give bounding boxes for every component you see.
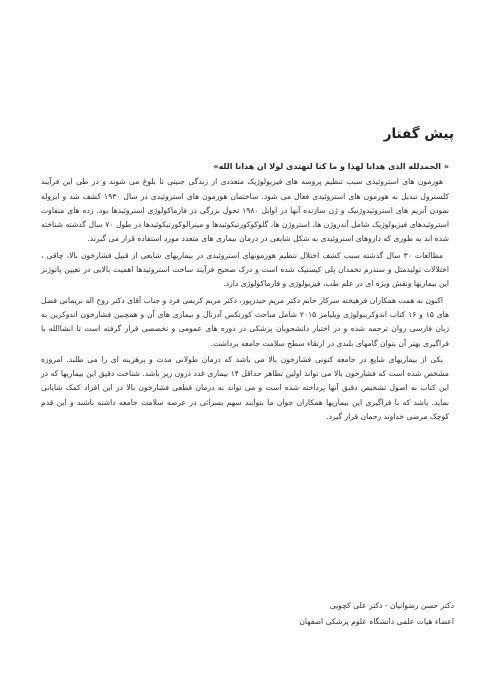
invocation-line: « الحمدلله الذی هدانا لهذا و ما کنا لنهتدی لولا ان هدانا الله» <box>213 162 449 171</box>
paragraph-3: اکنون به همت همکاران فرهیخته سرکار خانم دکتر مریم حیدرپور، دکتر مریم کریمی فرد و جناب آقای دکتر روح اله نریمانی فصل های ۱۵ و ۱۶ کتاب اندوکرینولوژی ویلیامز ۲۰۱۵ شامل مباحث کورتکس آدرنال و بیماری های آن و همچنین فشارخون اندوکرین به زبان فارسی روان ترجمه شده و در اختیار دانشجویان پزشکی در دوره های عمومی و تخصصی قرار گرفته است تا انشاالله با فراگیری بهتر آن بتوان گامهای بلندی در ارتقاء سطح سلامت جامعه برداشت. <box>41 295 449 348</box>
author-affiliation: اعضاء هیات علمی دانشگاه علوم پزشکی اصفهان <box>299 617 454 626</box>
signature-block <box>299 598 454 630</box>
page-title: پیش گفتار <box>383 126 454 142</box>
paragraph-2: مطالعات ۳۰ سال گذشته سبب کشف اختلال تنظیم هورمونهای استروئیدی در بیماریهای شایعی از قبیل فشارخون بالا، چاقی ، اختلالات تولیدمثل و سندرم تخمدان پلی کیستیک شده است و درک صحیح فرآیند ساخت استروئیدها اهمیت بالایی در تعیین پاتوژنز این بیماریها ونقش ویژه ای در علم طب، فیزیولوژی و فارماکولوژی دارد. <box>41 250 449 289</box>
body-text <box>41 160 449 426</box>
paragraph-4: یکی از بیماریهای شایع در جامعه کنونی فشارخون بالا می باشد که درمان طولانی مدت و پرهزینه ای را می طلبد. امروزه مشخص شده است که فشارخون بالا می تواند اولین تظاهر حداقل ۱۴ بیماری غدد درون ریز باشد. شناخت دقیق این بیماریها که در این کتاب به اصول تشخیص دقیق آنها پرداخته شده است و می تواند به درمان قطعی فشارخون بالا در این افراد کمک شایانی نماید. باشد که با فراگیری این بیماریها همکاران جوان ما بتوانند سهم بسزائی در عرصه سلامت جامعه داشته باشند و این قدم کوچک مرضی خداوند رحمان قرار گیرد. <box>41 354 449 422</box>
paragraph-1: هورمون های استروئیدی سبب تنظیم پروسه های فیزیولوژیک متعددی از زندگی جنینی تا بلوغ می شوند و در طی این فرآیند کلسترول تبدیل به هورمون های استروئیدی فعال می شود. ساختمان هورمون های استروئیدی در سال ۱۹۳۰ کشف شد و ایزوله نمودن آنزیم های استروئیدوژنیک و ژن سازنده آنها در اوایل ۱۹۸۰ تحول بزرگی در فارماکولوژی استروئیدها بود. رده های متفاوت استروئیدهای فیزیولوژیک شامل آندروژن ها، استروژن ها، گلوکوکورتیکوئیدها و مینرالوکورتیکوئیدها در طول ۷۰ سال گذشته شناخته شده اند به طوری که داروهای استروئیدی به شکل شایعی در درمان بیماری های متعدد مورد استفاده قرار می گیرند. <box>41 177 450 244</box>
author-names: دکتر حسن رضوانیان - دکتر علی کچویی <box>329 601 454 610</box>
